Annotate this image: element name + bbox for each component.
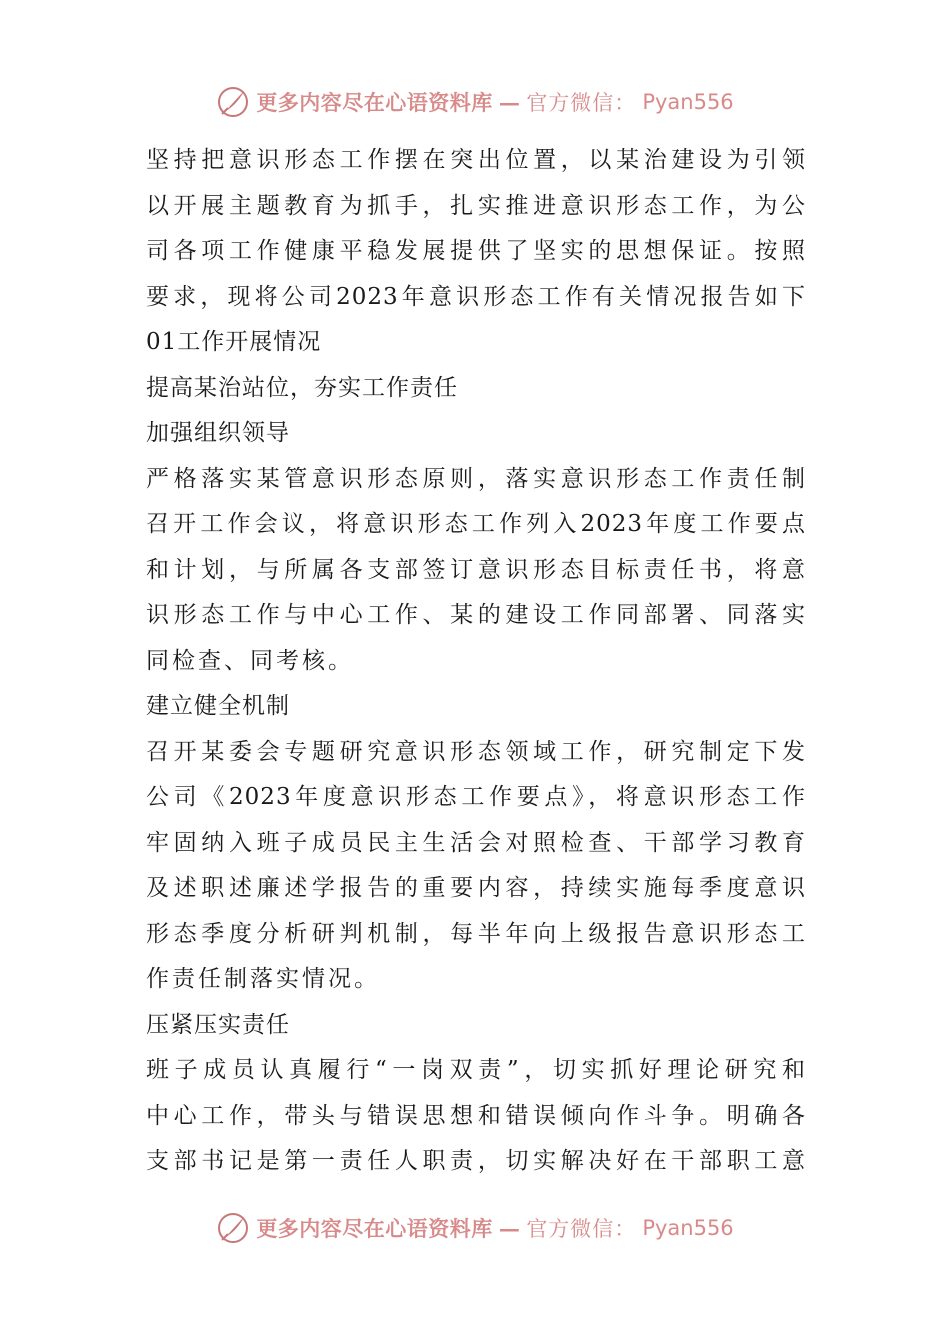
text-line: 要求，现将公司2023年意识形态工作有关情况报告如下 bbox=[146, 283, 806, 310]
text-line: 牢固纳入班子成员民主生活会对照检查、干部学习教育 bbox=[146, 829, 806, 856]
watermark-group bbox=[216, 85, 733, 119]
watermark-wechat-id: Pyan556 bbox=[642, 90, 734, 114]
watermark-wechat-label: 官方微信： bbox=[526, 1217, 637, 1241]
subsection-heading: 提高某治站位，夯实工作责任 bbox=[146, 374, 458, 401]
text-line: 支部书记是第一责任人职责，切实解决好在干部职工意 bbox=[146, 1148, 806, 1174]
text-line: 坚持把意识形态工作摆在突出位置，以某治建设为引领 bbox=[146, 147, 806, 173]
text-line: 司各项工作健康平稳发展提供了坚实的思想保证。按照 bbox=[146, 238, 806, 264]
item-heading: 加强组织领导 bbox=[146, 420, 290, 446]
text-line: 严格落实某管意识形态原则，落实意识形态工作责任制 bbox=[146, 465, 806, 492]
section-heading: 01工作开展情况 bbox=[146, 329, 322, 355]
header-watermark bbox=[0, 84, 950, 120]
text-line: 召开某委会专题研究意识形态领域工作，研究制定下发 bbox=[146, 738, 806, 765]
text-line: 形态季度分析研判机制，每半年向上级报告意识形态工 bbox=[146, 920, 806, 947]
text-line: 以开展主题教育为抓手，扎实推进意识形态工作，为公 bbox=[146, 192, 806, 219]
footer-watermark bbox=[0, 1210, 950, 1246]
feather-pen-logo-icon bbox=[216, 1211, 250, 1245]
text-line: 识形态工作与中心工作、某的建设工作同部署、同落实 bbox=[146, 602, 806, 628]
text-line: 作责任制落实情况。 bbox=[146, 966, 380, 992]
watermark-dash: — bbox=[498, 89, 521, 115]
document-body bbox=[146, 138, 806, 1185]
watermark-wechat-label: 官方微信： bbox=[526, 91, 637, 115]
watermark-main-text: 更多内容尽在心语资料库 bbox=[256, 90, 493, 115]
watermark-main-text: 更多内容尽在心语资料库 bbox=[256, 1216, 493, 1241]
item-heading: 建立健全机制 bbox=[146, 693, 290, 719]
watermark-wechat-id: Pyan556 bbox=[642, 1216, 734, 1240]
feather-pen-logo-icon bbox=[216, 85, 250, 119]
text-line: 班子成员认真履行“一岗双责”，切实抓好理论研究和 bbox=[146, 1057, 806, 1083]
watermark-dash: — bbox=[498, 1215, 521, 1241]
text-line: 同检查、同考核。 bbox=[146, 647, 354, 674]
text-line: 和计划，与所属各支部签订意识形态目标责任书，将意 bbox=[146, 556, 806, 583]
item-heading: 压紧压实责任 bbox=[146, 1011, 290, 1038]
text-line: 召开工作会议，将意识形态工作列入2023年度工作要点 bbox=[146, 511, 806, 537]
watermark-group bbox=[216, 1211, 733, 1245]
text-line: 公司《2023年度意识形态工作要点》，将意识形态工作 bbox=[146, 784, 806, 810]
text-line: 及述职述廉述学报告的重要内容，持续实施每季度意识 bbox=[146, 875, 806, 901]
text-line: 中心工作，带头与错误思想和错误倾向作斗争。明确各 bbox=[146, 1102, 806, 1129]
